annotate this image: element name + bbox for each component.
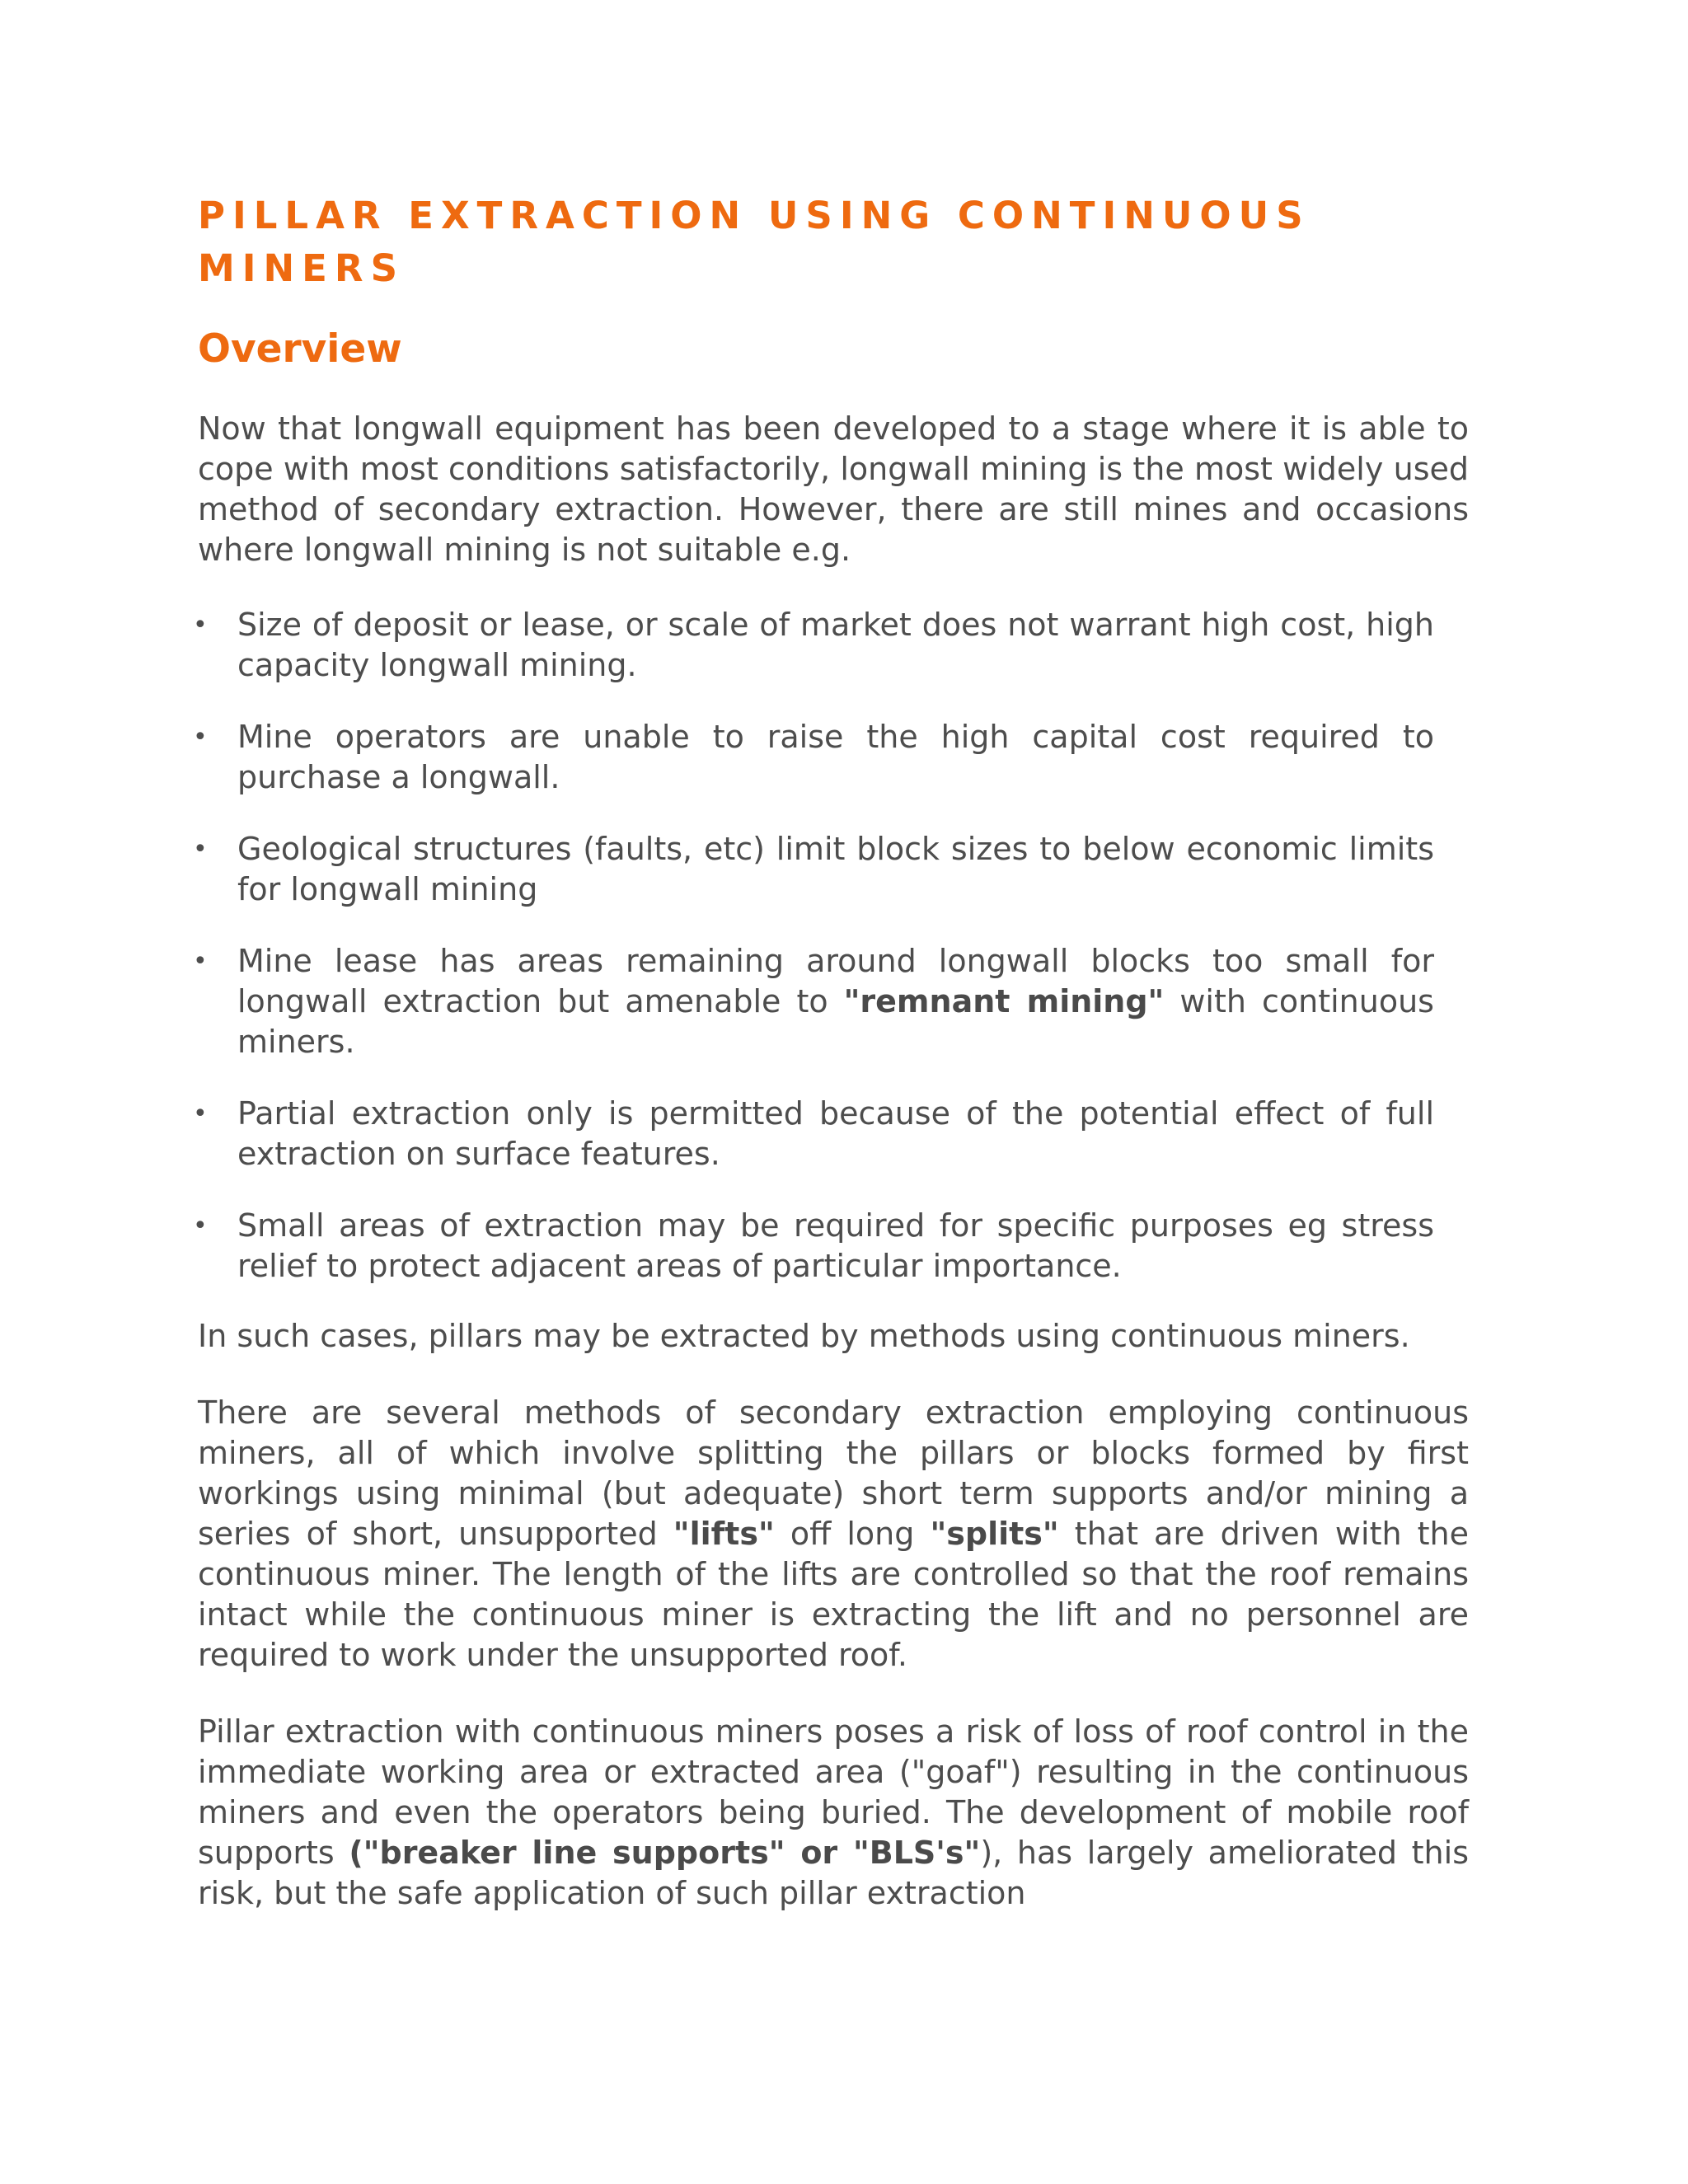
cases-paragraph: In such cases, pillars may be extracted by methods using continuous miners.: [198, 1318, 1410, 1354]
list-item-text: Mine lease has areas remaining around longwall blocks too small for longwall extraction but amenable to: [237, 943, 1434, 1019]
methods-text: off long: [774, 1516, 931, 1552]
intro-paragraph: Now that longwall equipment has been developed to a stage where it is able to cope with most conditions satisfactorily, longwall mining is the most widely used method of secondary extraction. However, there are still mines and occasions where longwall mining is not suitable e.g.: [198, 410, 1469, 568]
section-heading-overview: Overview: [198, 326, 402, 372]
list-item: [193, 717, 1434, 798]
document-title: PILLAR EXTRACTION USING CONTINUOUS MINERS: [198, 194, 1311, 290]
list-item: [193, 829, 1434, 910]
list-item-bold-term: "remnant mining": [843, 983, 1165, 1019]
list-item-text: Partial extraction only is permitted because of the potential effect of full extraction on surface features.: [237, 1095, 1434, 1172]
list-item-text: Geological structures (faults, etc) limit block sizes to below economic limits for longwall mining: [237, 831, 1434, 907]
risk-text: Pillar extraction with continuous miners poses a risk of loss of roof control in the immediate working area or extracted area ("goaf") resulting in the continuous miners and even the operators being buried. The development of mobile roof supports: [198, 1713, 1469, 1871]
list-item: [193, 605, 1434, 686]
list-item: [193, 1206, 1434, 1286]
reasons-list: [193, 605, 1434, 1286]
list-item-text: Small areas of extraction may be required for specific purposes eg stress relief to protect adjacent areas of particular importance.: [237, 1207, 1434, 1284]
list-item: [193, 941, 1434, 1062]
bullet-icon: •: [193, 835, 208, 864]
bullet-icon: •: [193, 723, 208, 752]
methods-paragraph: [198, 1393, 1469, 1675]
methods-text: There are several methods of secondary extraction employing continuous miners, all of which involve splitting the pillars or blocks formed by first workings using minimal (but adequate) short term supports and/or mining a series of short, unsupported: [198, 1394, 1469, 1552]
list-item-text: Size of deposit or lease, or scale of market does not warrant high cost, high capacity longwall mining.: [237, 607, 1434, 683]
bullet-icon: •: [193, 611, 208, 640]
list-item: [193, 1094, 1434, 1174]
methods-text: that are driven with the continuous miner. The length of the lifts are controlled so that the roof remains intact while the continuous miner is extracting the lift and no personnel are required to work under the unsupported roof.: [198, 1516, 1469, 1673]
bullet-icon: •: [193, 947, 208, 976]
risk-text: ), has largely ameliorated this risk, but the safe application of such pillar extraction: [198, 1835, 1469, 1911]
splits-term: "splits": [930, 1516, 1059, 1552]
bullet-icon: •: [193, 1212, 208, 1240]
document-page: [193, 190, 1469, 1914]
list-item-text: with continuous miners.: [237, 983, 1434, 1060]
lifts-term: "lifts": [673, 1516, 775, 1552]
bullet-icon: •: [193, 1099, 208, 1128]
list-item-text: Mine operators are unable to raise the high capital cost required to purchase a longwall.: [237, 719, 1434, 795]
breaker-line-supports-term: ("breaker line supports" or "BLS's": [349, 1835, 981, 1871]
risk-paragraph: [198, 1712, 1469, 1914]
